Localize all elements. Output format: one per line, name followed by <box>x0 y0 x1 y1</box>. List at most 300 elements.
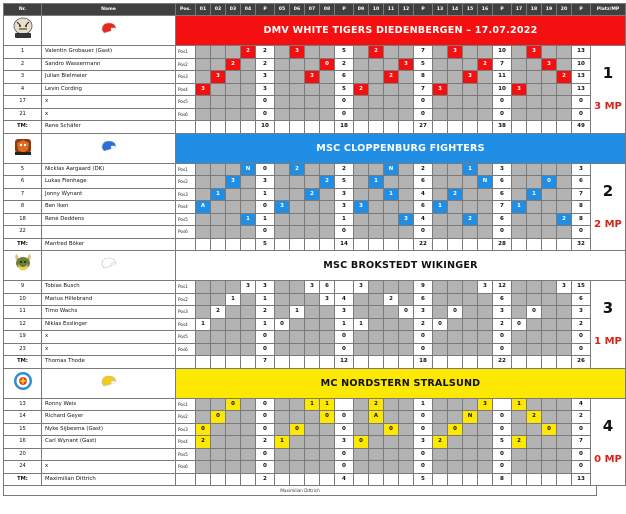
heat-result: 2 <box>196 436 211 449</box>
rider-position: Pos2 <box>176 411 196 424</box>
heat-result <box>433 461 448 474</box>
heat-result <box>557 96 572 109</box>
heat-result <box>196 58 211 71</box>
points-subtotal: 6 <box>572 176 591 189</box>
heat-result <box>384 318 399 331</box>
rider-position: Pos4 <box>176 318 196 331</box>
heat-result <box>320 46 335 59</box>
heat-result <box>354 411 369 424</box>
points-subtotal: 4 <box>335 293 354 306</box>
heat-result <box>241 58 256 71</box>
team-manager-name: Maximilian Dittrich <box>42 473 176 486</box>
heat-result <box>354 213 369 226</box>
heat-result <box>448 213 463 226</box>
blue-helmet-icon <box>42 133 176 163</box>
rider-number: 18 <box>4 213 42 226</box>
team-name-banner: MC NORDSTERN STRALSUND <box>176 368 626 398</box>
heat-result <box>305 83 320 96</box>
rider-row <box>4 318 626 331</box>
rider-name: Niklas Esslinger <box>42 318 176 331</box>
points-subtotal: 3 <box>335 201 354 214</box>
heat-result: 0 <box>527 306 542 319</box>
heat-result <box>211 293 226 306</box>
rider-position: Pos6 <box>176 343 196 356</box>
heat-result <box>369 436 384 449</box>
points-subtotal: 13 <box>572 46 591 59</box>
heat-result <box>354 398 369 411</box>
heat-result <box>433 71 448 84</box>
heat-result <box>241 176 256 189</box>
heat-result <box>478 213 493 226</box>
heat-result <box>463 423 478 436</box>
match-points: 2 MP <box>594 218 622 230</box>
heat-result: A <box>196 201 211 214</box>
heat-result <box>527 343 542 356</box>
heat-result <box>542 343 557 356</box>
heat-result <box>527 96 542 109</box>
heat-result: 1 <box>354 318 369 331</box>
heat-result <box>226 461 241 474</box>
heat-result <box>433 108 448 121</box>
rider-row <box>4 411 626 424</box>
table-body <box>4 16 626 486</box>
column-header: 08 <box>320 4 335 16</box>
rider-position: Pos5 <box>176 96 196 109</box>
header-row <box>4 4 626 16</box>
heat-result <box>448 71 463 84</box>
rider-row <box>4 176 626 189</box>
column-header: Name <box>42 4 176 16</box>
heat-result <box>226 71 241 84</box>
heat-result <box>384 176 399 189</box>
points-subtotal: 15 <box>572 281 591 294</box>
heat-result <box>384 96 399 109</box>
heat-result <box>463 318 478 331</box>
heat-result: 2 <box>354 83 369 96</box>
heat-result <box>320 96 335 109</box>
heat-result <box>448 201 463 214</box>
heat-result <box>448 343 463 356</box>
empty-cell <box>290 356 305 369</box>
heat-result <box>478 188 493 201</box>
heat-result: 0 <box>290 423 305 436</box>
rider-name: Nicklas Aargaard (DK) <box>42 163 176 176</box>
heat-result <box>226 108 241 121</box>
heat-result <box>384 58 399 71</box>
heat-result: 0 <box>384 423 399 436</box>
points-subtotal: 0 <box>493 411 512 424</box>
heat-result <box>196 188 211 201</box>
heat-result: 0 <box>320 58 335 71</box>
heat-result <box>399 423 414 436</box>
heat-result <box>226 281 241 294</box>
empty-cell <box>176 356 196 369</box>
heat-result <box>211 398 226 411</box>
footer-note: Maximilian Dittrich <box>3 486 597 496</box>
heat-result <box>369 108 384 121</box>
tm-label: TM: <box>4 356 42 369</box>
heat-result <box>196 448 211 461</box>
heat-result: 3 <box>399 58 414 71</box>
empty-cell <box>211 473 226 486</box>
heat-result <box>448 83 463 96</box>
points-subtotal: 0 <box>572 343 591 356</box>
rider-row <box>4 343 626 356</box>
heat-result <box>527 461 542 474</box>
points-subtotal: 6 <box>493 188 512 201</box>
empty-cell <box>448 356 463 369</box>
heat-result <box>241 436 256 449</box>
heat-result <box>542 226 557 239</box>
heat-result <box>433 398 448 411</box>
heat-result <box>226 448 241 461</box>
heat-result <box>290 96 305 109</box>
team-running-total: 2 <box>256 473 275 486</box>
yellow-helmet-icon <box>42 368 176 398</box>
heat-result <box>275 213 290 226</box>
heat-result <box>542 306 557 319</box>
heat-result <box>557 108 572 121</box>
empty-cell <box>478 238 493 251</box>
points-subtotal: 0 <box>335 461 354 474</box>
points-subtotal: 4 <box>572 398 591 411</box>
rider-name: René Deddens <box>42 213 176 226</box>
rider-number: 14 <box>4 411 42 424</box>
tiger-logo <box>4 16 42 46</box>
points-subtotal: 2 <box>572 318 591 331</box>
heat-result: N <box>478 176 493 189</box>
heat-result <box>241 188 256 201</box>
rider-row <box>4 213 626 226</box>
points-subtotal: 0 <box>256 201 275 214</box>
heat-result <box>320 448 335 461</box>
rider-number: 16 <box>4 436 42 449</box>
heat-result <box>527 436 542 449</box>
heat-result <box>557 306 572 319</box>
heat-result: 3 <box>196 83 211 96</box>
empty-cell <box>384 473 399 486</box>
points-subtotal: 5 <box>493 436 512 449</box>
team-running-total: 14 <box>335 238 354 251</box>
team-running-total: 5 <box>414 473 433 486</box>
points-subtotal: 6 <box>335 71 354 84</box>
heat-result <box>290 176 305 189</box>
heat-result <box>557 411 572 424</box>
rider-number: 3 <box>4 71 42 84</box>
empty-cell <box>463 121 478 134</box>
heat-result <box>384 201 399 214</box>
team-manager-name: Rene Schäfer <box>42 121 176 134</box>
rider-name: x <box>42 343 176 356</box>
heat-result <box>290 201 305 214</box>
heat-result: 3 <box>478 281 493 294</box>
rider-name: Nyke Sijbesma (Gast) <box>42 423 176 436</box>
points-subtotal: 2 <box>493 318 512 331</box>
heat-result <box>226 188 241 201</box>
heat-result <box>241 411 256 424</box>
points-subtotal: 3 <box>493 306 512 319</box>
rider-number: 4 <box>4 83 42 96</box>
heat-result <box>399 163 414 176</box>
points-subtotal: 0 <box>256 163 275 176</box>
heat-result <box>448 281 463 294</box>
points-subtotal: 0 <box>414 343 433 356</box>
heat-result <box>557 423 572 436</box>
heat-result <box>557 448 572 461</box>
empty-cell <box>305 356 320 369</box>
team-manager-row <box>4 238 626 251</box>
heat-result <box>512 293 527 306</box>
heat-result <box>290 411 305 424</box>
heat-result <box>369 188 384 201</box>
heat-result <box>305 226 320 239</box>
heat-result <box>463 201 478 214</box>
empty-cell <box>176 238 196 251</box>
rider-row <box>4 163 626 176</box>
heat-result <box>478 423 493 436</box>
heat-result <box>241 201 256 214</box>
heat-result <box>542 293 557 306</box>
heat-result <box>512 411 527 424</box>
empty-cell <box>478 121 493 134</box>
points-subtotal: 6 <box>493 176 512 189</box>
column-header: P <box>256 4 275 16</box>
heat-result <box>527 213 542 226</box>
empty-cell <box>448 121 463 134</box>
heat-result <box>527 423 542 436</box>
heat-result <box>542 318 557 331</box>
heat-result <box>290 436 305 449</box>
points-subtotal: 3 <box>493 163 512 176</box>
heat-result <box>275 58 290 71</box>
heat-result <box>478 318 493 331</box>
heat-result <box>448 436 463 449</box>
points-subtotal: 7 <box>493 201 512 214</box>
heat-result <box>527 176 542 189</box>
points-subtotal: 0 <box>335 411 354 424</box>
heat-result <box>305 411 320 424</box>
heat-result <box>384 281 399 294</box>
heat-result <box>542 398 557 411</box>
heat-result <box>290 318 305 331</box>
heat-result <box>211 461 226 474</box>
empty-cell <box>196 473 211 486</box>
heat-result <box>448 58 463 71</box>
heat-result: 0 <box>542 423 557 436</box>
rider-number: 12 <box>4 318 42 331</box>
points-subtotal: 0 <box>493 96 512 109</box>
heat-result <box>512 96 527 109</box>
team-running-total: 18 <box>414 356 433 369</box>
empty-cell <box>196 121 211 134</box>
points-subtotal: 2 <box>256 436 275 449</box>
heat-result: 3 <box>512 83 527 96</box>
points-subtotal: 0 <box>414 96 433 109</box>
heat-result <box>542 461 557 474</box>
empty-cell <box>384 121 399 134</box>
rider-row <box>4 398 626 411</box>
heat-result <box>196 398 211 411</box>
rider-position: Pos5 <box>176 213 196 226</box>
heat-result <box>463 108 478 121</box>
heat-result <box>369 58 384 71</box>
heat-result <box>369 226 384 239</box>
heat-result <box>512 306 527 319</box>
points-subtotal: 6 <box>493 293 512 306</box>
empty-cell <box>542 121 557 134</box>
heat-result <box>290 331 305 344</box>
points-subtotal: 0 <box>335 343 354 356</box>
heat-result <box>196 226 211 239</box>
heat-result <box>399 343 414 356</box>
heat-result <box>399 108 414 121</box>
viking-logo <box>4 251 42 281</box>
empty-cell <box>241 473 256 486</box>
team-manager-row <box>4 356 626 369</box>
points-subtotal: 0 <box>335 108 354 121</box>
empty-cell <box>211 121 226 134</box>
heat-result <box>241 448 256 461</box>
rider-number: 17 <box>4 96 42 109</box>
column-header: Platz/MP <box>591 4 626 16</box>
points-subtotal: 5 <box>335 46 354 59</box>
heat-result <box>557 331 572 344</box>
heat-result <box>557 343 572 356</box>
heat-result: N <box>241 163 256 176</box>
rider-row <box>4 226 626 239</box>
heat-result <box>478 436 493 449</box>
column-header: 14 <box>448 4 463 16</box>
empty-cell <box>527 356 542 369</box>
points-subtotal: 10 <box>493 83 512 96</box>
heat-result <box>320 343 335 356</box>
heat-result <box>275 163 290 176</box>
points-subtotal: 3 <box>335 436 354 449</box>
heat-result <box>384 213 399 226</box>
rider-number: 13 <box>4 398 42 411</box>
heat-result <box>226 213 241 226</box>
heat-result <box>478 83 493 96</box>
empty-cell <box>399 121 414 134</box>
points-subtotal: 2 <box>335 58 354 71</box>
points-subtotal: 2 <box>335 163 354 176</box>
heat-result <box>305 201 320 214</box>
heat-result: 1 <box>369 176 384 189</box>
empty-cell <box>463 238 478 251</box>
points-subtotal: 1 <box>256 293 275 306</box>
points-subtotal: 5 <box>335 176 354 189</box>
rider-position: Pos3 <box>176 188 196 201</box>
heat-result <box>275 448 290 461</box>
heat-result: 0 <box>320 411 335 424</box>
empty-cell <box>196 238 211 251</box>
heat-result <box>369 96 384 109</box>
empty-cell <box>512 121 527 134</box>
points-subtotal: 0 <box>256 108 275 121</box>
rider-number: 8 <box>4 201 42 214</box>
heat-result <box>369 83 384 96</box>
points-subtotal: 0 <box>256 423 275 436</box>
points-subtotal: 7 <box>414 46 433 59</box>
rider-name: x <box>42 96 176 109</box>
heat-result <box>320 201 335 214</box>
heat-result <box>527 83 542 96</box>
heat-result <box>527 58 542 71</box>
heat-result <box>196 96 211 109</box>
heat-result <box>320 163 335 176</box>
heat-result <box>275 226 290 239</box>
heat-result <box>448 108 463 121</box>
empty-cell <box>275 121 290 134</box>
column-header: P <box>493 4 512 16</box>
heat-result <box>478 46 493 59</box>
empty-cell <box>241 356 256 369</box>
heat-result <box>384 46 399 59</box>
heat-result <box>399 318 414 331</box>
points-subtotal: 3 <box>414 436 433 449</box>
points-subtotal: 0 <box>572 96 591 109</box>
empty-cell <box>384 356 399 369</box>
heat-result <box>211 281 226 294</box>
empty-cell <box>448 473 463 486</box>
heat-result <box>241 293 256 306</box>
placement-rank: 4 <box>602 416 614 435</box>
points-subtotal: 3 <box>256 176 275 189</box>
heat-result: 3 <box>305 281 320 294</box>
heat-result <box>211 83 226 96</box>
heat-result <box>512 226 527 239</box>
heat-result <box>433 163 448 176</box>
points-subtotal: 8 <box>572 201 591 214</box>
heat-result <box>448 398 463 411</box>
heat-result <box>290 188 305 201</box>
heat-result <box>463 306 478 319</box>
heat-result <box>354 108 369 121</box>
points-subtotal: 0 <box>256 343 275 356</box>
heat-result <box>512 176 527 189</box>
heat-result <box>275 188 290 201</box>
heat-result: 3 <box>557 281 572 294</box>
heat-result: 3 <box>241 281 256 294</box>
heat-result <box>542 163 557 176</box>
team-running-total: 13 <box>572 473 591 486</box>
heat-result: 2 <box>241 46 256 59</box>
heat-result <box>542 96 557 109</box>
heat-result <box>384 448 399 461</box>
empty-cell <box>433 473 448 486</box>
heat-result <box>542 411 557 424</box>
heat-result <box>275 398 290 411</box>
points-subtotal: 3 <box>572 306 591 319</box>
heat-result <box>241 343 256 356</box>
rider-number: 15 <box>4 423 42 436</box>
heat-result <box>384 411 399 424</box>
heat-result <box>542 71 557 84</box>
heat-result <box>433 176 448 189</box>
empty-cell <box>369 238 384 251</box>
heat-result: 3 <box>542 58 557 71</box>
points-subtotal: 6 <box>493 213 512 226</box>
heat-result <box>196 411 211 424</box>
heat-result: 3 <box>354 201 369 214</box>
heat-result <box>399 293 414 306</box>
empty-cell <box>512 473 527 486</box>
empty-cell <box>176 121 196 134</box>
column-header: 06 <box>290 4 305 16</box>
points-subtotal: 1 <box>335 318 354 331</box>
heat-result: 2 <box>463 213 478 226</box>
heat-result <box>320 461 335 474</box>
